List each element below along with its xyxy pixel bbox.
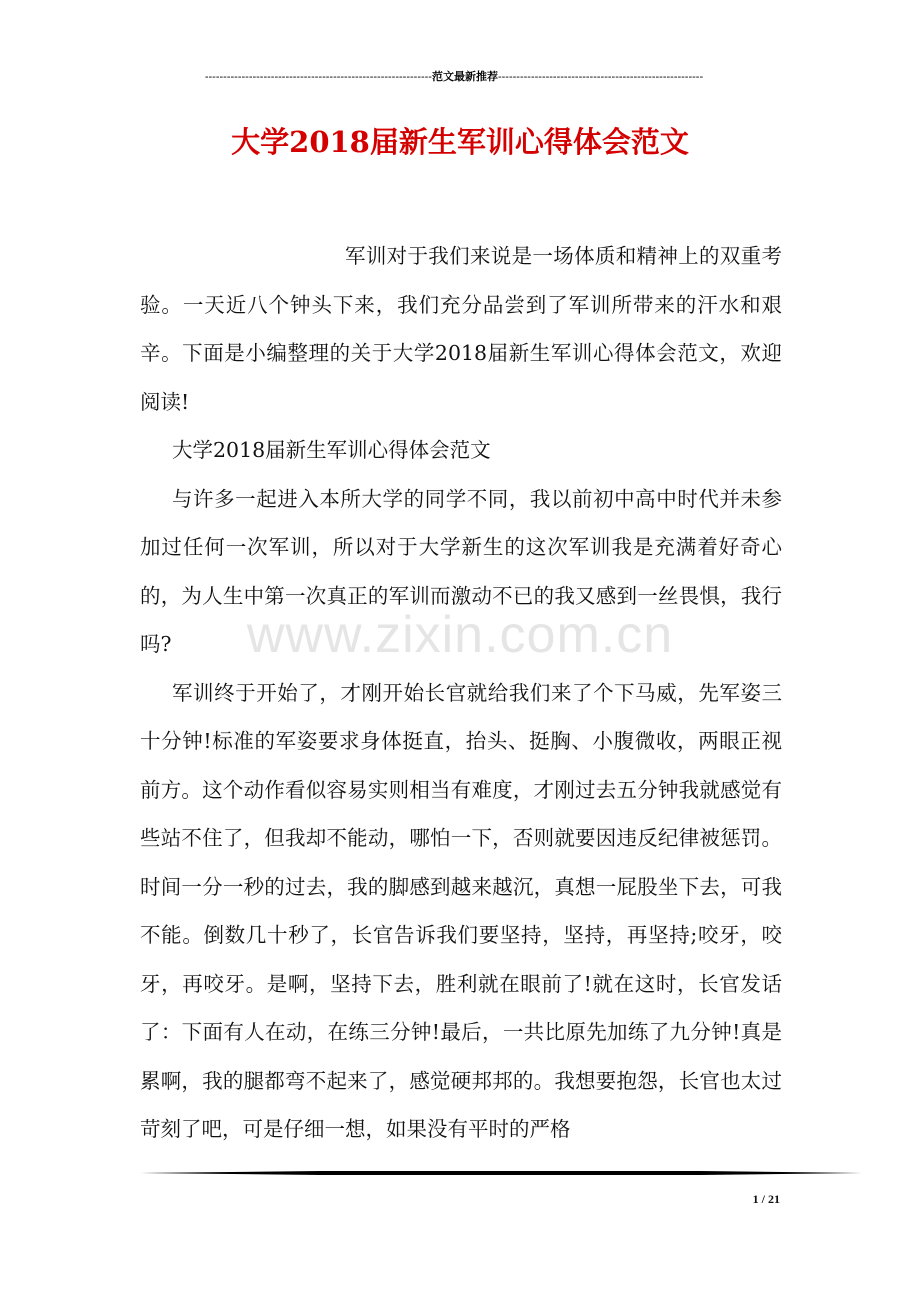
watermark: www.zixin.com.cn [246, 606, 674, 664]
document-body [140, 232, 782, 1154]
page-number: 1 / 21 [752, 1192, 780, 1206]
intro-paragraph: 军训对于我们来说是一场体质和精神上的双重考验。一天近八个钟头下来，我们充分品尝到了军训所带来的汗水和艰辛。下面是小编整理的关于大学2018届新生军训心得体会范文，欢迎阅读! [140, 244, 782, 414]
body-paragraph: 军训终于开始了，才刚开始长官就给我们来了个下马威，先军姿三十分钟!标准的军姿要求身体挺直，抬头、挺胸、小腹微收，两眼正视前方。这个动作看似容易实则相当有难度，才刚过去五分钟我就感觉有些站不住了，但我却不能动，哪怕一下，否则就要因违反纪律被惩罚。时间一分一秒的过去，我的脚感到越来越沉，真想一屁股坐下去，可我不能。倒数几十秒了，长官告诉我们要坚持，坚持，再坚持;咬牙，咬牙，再咬牙。是啊，坚持下去，胜利就在眼前了!就在这时，长官发话了：下面有人在动，在练三分钟!最后，一共比原先加练了九分钟!真是累啊，我的腿都弯不起来了，感觉硬邦邦的。我想要抱怨，长官也太过苛刻了吧，可是仔细一想，如果没有平时的严格 [140, 680, 782, 1141]
header-dashes-left: -------------------------------------------------------------- [204, 71, 432, 83]
subheading-paragraph: 大学2018届新生军训心得体会范文 [172, 438, 491, 462]
document-title: 大学2018届新生军训心得体会范文 [231, 125, 689, 159]
footer-rule [140, 1170, 862, 1176]
header-dashes-right: -------------------------------------------------------- [497, 71, 704, 83]
body-paragraph: 与许多一起进入本所大学的同学不同，我以前初中高中时代并未参加过任何一次军训，所以对于大学新生的这次军训我是充满着好奇心的，为人生中第一次真正的军训而激动不已的我又感到一丝畏惧，我行吗? [140, 486, 782, 656]
page-header [140, 68, 768, 86]
header-label: 范文最新推荐 [431, 71, 498, 83]
